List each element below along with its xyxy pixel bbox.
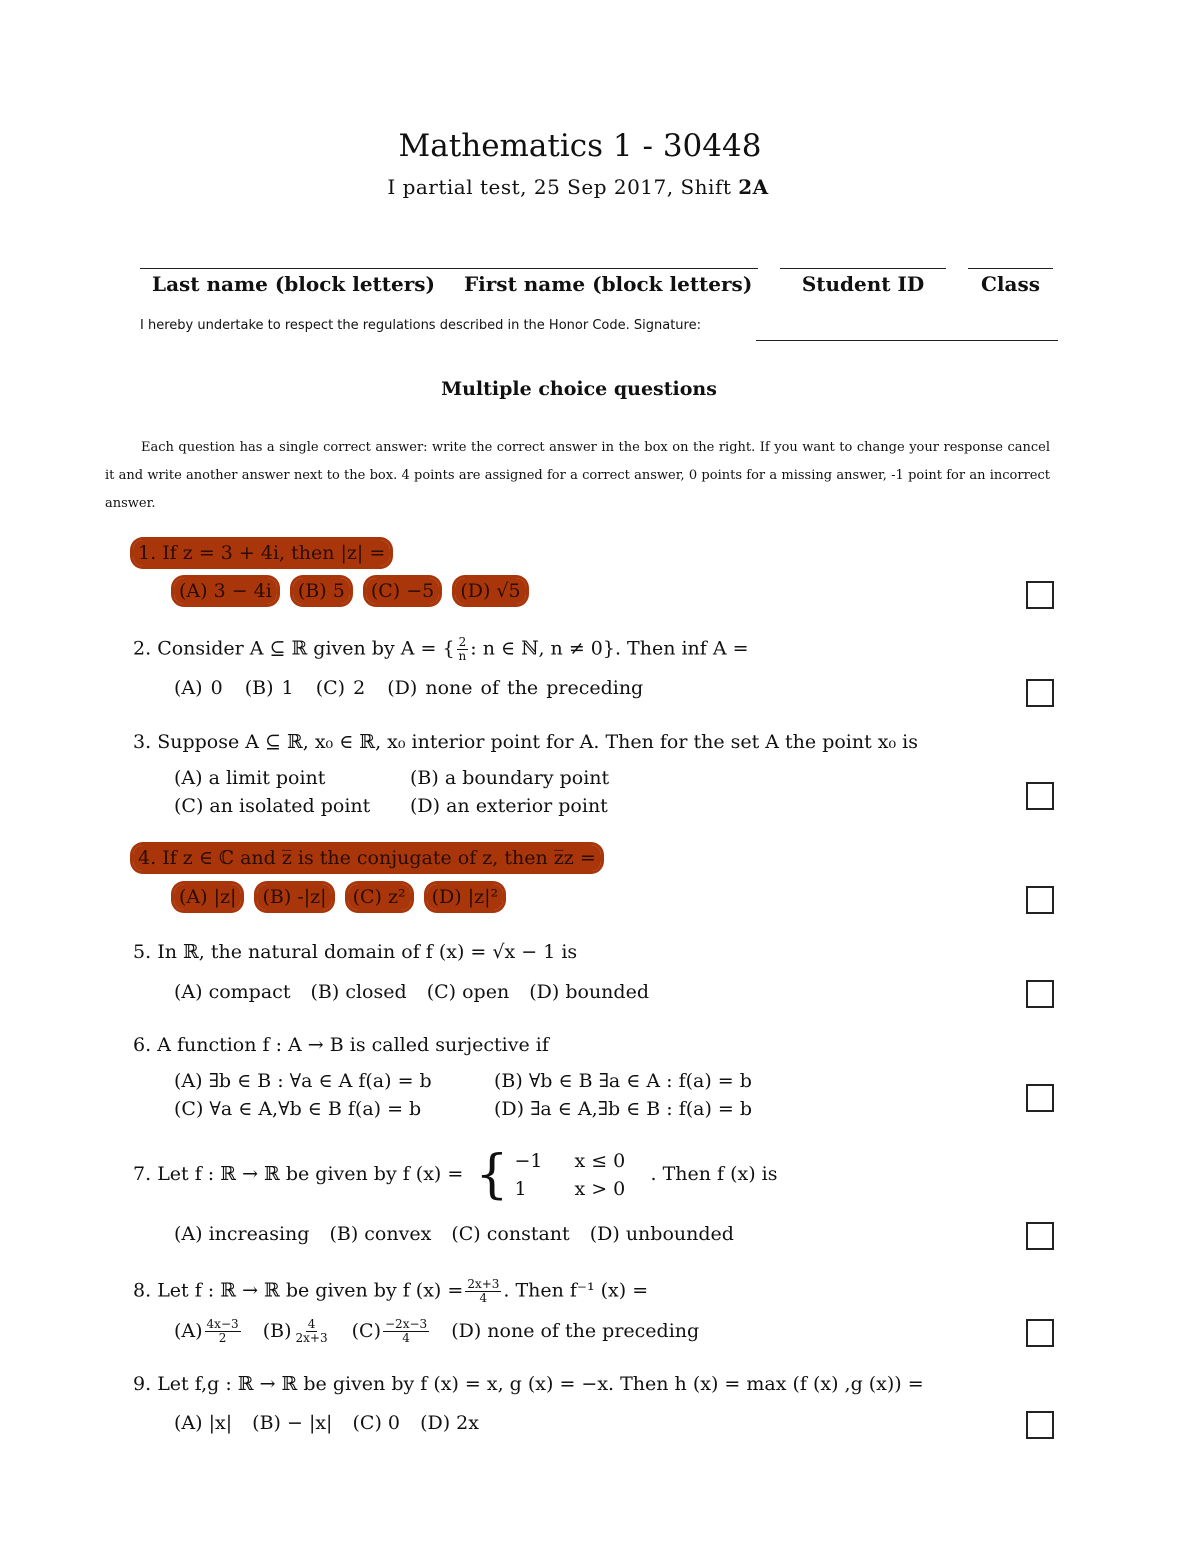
question-1-number: 1. bbox=[138, 542, 157, 564]
case-1-value: −1 bbox=[514, 1150, 543, 1172]
question-2-number: 2. bbox=[133, 637, 152, 660]
question-4-text: If z ∈ ℂ and z̅ is the conjugate of z, then z̅z = bbox=[162, 847, 596, 869]
question-8-text-end: . Then f⁻¹ (x) = bbox=[503, 1279, 649, 1302]
subtitle-text: I partial test, 25 Sep 2017, Shift bbox=[387, 175, 739, 199]
test-subtitle bbox=[0, 175, 1156, 199]
answer-box-2[interactable] bbox=[1026, 679, 1054, 707]
answer-box-9[interactable] bbox=[1026, 1411, 1054, 1439]
option-b-label: (B) bbox=[262, 1319, 292, 1342]
question-3 bbox=[133, 731, 918, 753]
question-7 bbox=[133, 1145, 778, 1205]
question-2-options bbox=[174, 677, 643, 699]
question-9-number: 9. bbox=[133, 1373, 152, 1395]
fraction-denominator: 2x+3 bbox=[295, 1331, 328, 1345]
option-b: (B) − |x| bbox=[252, 1412, 333, 1434]
class-field[interactable] bbox=[968, 268, 1053, 296]
option-b: (B) convex bbox=[329, 1223, 432, 1245]
option-b: (B) 5 bbox=[293, 578, 350, 604]
fraction bbox=[465, 1278, 501, 1305]
question-1 bbox=[133, 542, 390, 564]
option-c: (C) z² bbox=[348, 884, 411, 910]
option-a: (A) |x| bbox=[174, 1412, 233, 1434]
fraction-denominator: 4 bbox=[402, 1331, 410, 1345]
option-a: (A) 3 − 4i bbox=[174, 578, 277, 604]
option-c: (C) open bbox=[426, 981, 510, 1003]
option-c-fraction bbox=[383, 1318, 429, 1345]
question-3-number: 3. bbox=[133, 731, 152, 753]
question-9-options bbox=[174, 1412, 479, 1434]
left-brace: { bbox=[475, 1145, 509, 1205]
fraction-denominator: n bbox=[458, 649, 467, 663]
student-id-label: Student ID bbox=[801, 272, 925, 296]
option-d: (D) √5 bbox=[455, 578, 525, 604]
piecewise-definition bbox=[469, 1145, 644, 1205]
option-a: (A) increasing bbox=[174, 1223, 310, 1245]
question-5-number: 5. bbox=[133, 941, 152, 963]
answer-box-3[interactable] bbox=[1026, 782, 1054, 810]
question-8 bbox=[133, 1278, 648, 1305]
fraction-numerator: 2x+3 bbox=[467, 1277, 500, 1291]
option-b: (B) 1 bbox=[244, 677, 294, 699]
option-d: (D) none of the preceding bbox=[387, 677, 644, 699]
question-5-text: In ℝ, the natural domain of f (x) = √x − 1 is bbox=[157, 941, 578, 963]
student-id-field[interactable] bbox=[780, 268, 946, 296]
class-label: Class bbox=[981, 272, 1040, 296]
option-c: (C) 2 bbox=[315, 677, 366, 699]
option-b: (B) ∀b ∈ B ∃a ∈ A : f(a) = b bbox=[494, 1070, 752, 1092]
question-2 bbox=[133, 636, 749, 663]
cases-grid bbox=[514, 1148, 644, 1202]
question-4-number: 4. bbox=[138, 847, 157, 869]
option-c: (C) ∀a ∈ A,∀b ∈ B f(a) = b bbox=[174, 1098, 422, 1120]
question-4 bbox=[133, 847, 601, 869]
option-a: (A) compact bbox=[174, 981, 291, 1003]
last-name-label: Last name (block letters) bbox=[152, 272, 435, 296]
question-6 bbox=[133, 1034, 549, 1056]
shift-label: 2A bbox=[738, 175, 769, 199]
option-b bbox=[262, 1317, 332, 1345]
option-c: (C) constant bbox=[451, 1223, 570, 1245]
option-c: (C) an isolated point bbox=[174, 795, 371, 817]
question-5-options bbox=[174, 981, 649, 1003]
option-c bbox=[351, 1317, 432, 1345]
honor-pledge: I hereby undertake to respect the regulations described in the Honor Code. Signature: bbox=[140, 318, 701, 333]
question-6-text: A function f : A → B is called surjective if bbox=[157, 1034, 549, 1056]
question-7-text-end: . Then f (x) is bbox=[650, 1163, 778, 1185]
option-d: (D) bounded bbox=[529, 981, 649, 1003]
option-b-fraction bbox=[293, 1318, 329, 1345]
question-7-text: Let f : ℝ → ℝ be given by f (x) = bbox=[157, 1163, 464, 1185]
question-9-text: Let f,g : ℝ → ℝ be given by f (x) = x, g (x) = −x. Then h (x) = max (f (x) ,g (x)) = bbox=[157, 1373, 924, 1395]
case-2-value: 1 bbox=[514, 1178, 527, 1200]
name-field[interactable] bbox=[140, 268, 758, 296]
fraction-numerator: −2x−3 bbox=[385, 1317, 428, 1331]
option-d: (D) unbounded bbox=[589, 1223, 734, 1245]
question-7-number: 7. bbox=[133, 1163, 152, 1185]
option-a-label: (A) bbox=[174, 1319, 203, 1342]
option-a-fraction bbox=[205, 1318, 241, 1345]
option-d: (D) ∃a ∈ A,∃b ∈ B : f(a) = b bbox=[494, 1098, 753, 1120]
option-c-label: (C) bbox=[351, 1319, 381, 1342]
option-b: (B) -|z| bbox=[257, 884, 331, 910]
answer-box-4[interactable] bbox=[1026, 886, 1054, 914]
answer-box-6[interactable] bbox=[1026, 1084, 1054, 1112]
question-8-text: Let f : ℝ → ℝ be given by f (x) = bbox=[157, 1279, 464, 1302]
question-1-highlight bbox=[133, 540, 390, 566]
answer-box-5[interactable] bbox=[1026, 980, 1054, 1008]
question-7-options bbox=[174, 1223, 734, 1245]
fraction-numerator: 4 bbox=[307, 1317, 316, 1331]
question-3-text: Suppose A ⊆ ℝ, x₀ ∈ ℝ, x₀ interior point for A. Then for the set A the point x₀ is bbox=[157, 731, 918, 753]
question-2-text: Consider A ⊆ ℝ given by A = { bbox=[157, 637, 455, 660]
question-6-number: 6. bbox=[133, 1034, 152, 1056]
question-5 bbox=[133, 941, 577, 963]
option-c: (C) 0 bbox=[352, 1412, 401, 1434]
answer-box-8[interactable] bbox=[1026, 1319, 1054, 1347]
option-d: (D) an exterior point bbox=[410, 795, 608, 817]
fraction-denominator: 4 bbox=[479, 1291, 488, 1305]
option-a: (A) ∃b ∈ B : ∀a ∈ A f(a) = b bbox=[174, 1070, 432, 1092]
option-a: (A) |z| bbox=[174, 884, 241, 910]
fraction bbox=[457, 636, 469, 663]
instructions: Each question has a single correct answer: write the correct answer in the box on the right. If you want to change your response cancel it and write another answer next to the box. 4 points are assigned for a correct answer, 0 points for a missing answer, -1 point for an incorrect answer. bbox=[105, 440, 1050, 511]
option-a bbox=[174, 1317, 243, 1345]
question-1-text: If z = 3 + 4i, then |z| = bbox=[162, 542, 386, 564]
section-title: Multiple choice questions bbox=[441, 378, 717, 400]
signature-line[interactable] bbox=[756, 340, 1058, 341]
answer-box-7[interactable] bbox=[1026, 1222, 1054, 1250]
option-b: (B) closed bbox=[310, 981, 407, 1003]
first-name-label: First name (block letters) bbox=[463, 272, 753, 296]
question-2-text-end: : n ∈ ℕ, n ≠ 0}. Then inf A = bbox=[470, 637, 749, 660]
page-title: Mathematics 1 - 30448 bbox=[398, 128, 762, 164]
option-a: (A) 0 bbox=[174, 677, 223, 699]
option-a: (A) a limit point bbox=[174, 767, 326, 789]
question-1-options bbox=[174, 580, 526, 602]
question-4-options bbox=[174, 886, 503, 908]
case-2-condition: x > 0 bbox=[574, 1178, 626, 1200]
question-8-number: 8. bbox=[133, 1279, 152, 1302]
answer-box-1[interactable] bbox=[1026, 581, 1054, 609]
fraction-denominator: 2 bbox=[218, 1331, 227, 1345]
question-4-highlight bbox=[133, 845, 601, 871]
case-1-condition: x ≤ 0 bbox=[574, 1150, 626, 1172]
option-c: (C) −5 bbox=[366, 578, 439, 604]
option-b: (B) a boundary point bbox=[410, 767, 610, 789]
question-9 bbox=[133, 1373, 924, 1395]
fraction-numerator: 2 bbox=[458, 635, 467, 649]
fraction-numerator: 4x−3 bbox=[206, 1317, 239, 1331]
option-d: (D) none of the preceding bbox=[451, 1319, 700, 1342]
question-8-options bbox=[174, 1318, 699, 1345]
option-d: (D) |z|² bbox=[427, 884, 504, 910]
option-d: (D) 2x bbox=[420, 1412, 479, 1434]
